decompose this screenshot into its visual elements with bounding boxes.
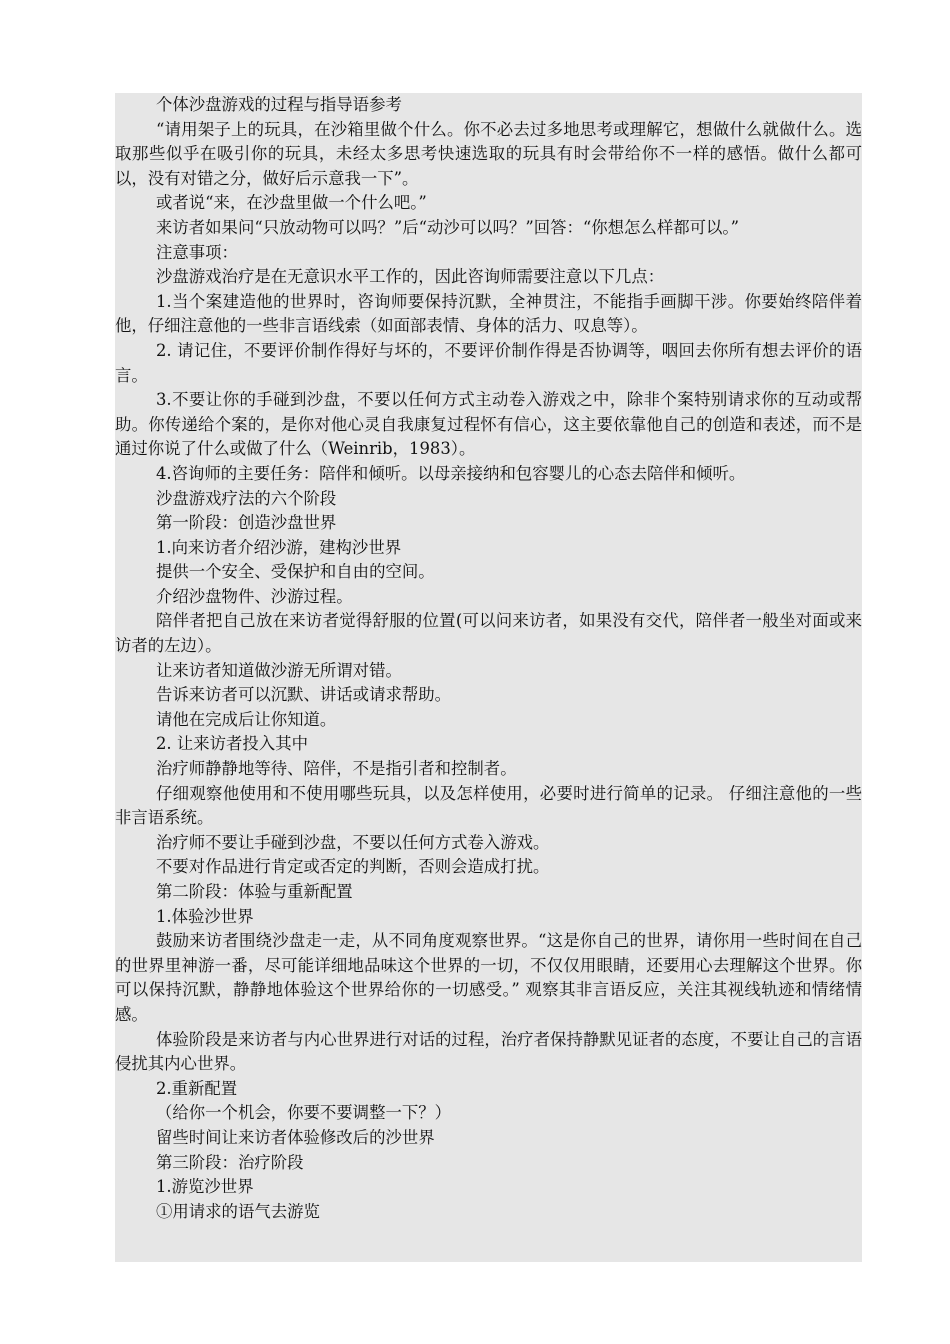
stage-heading: 第二阶段：体验与重新配置 — [156, 882, 353, 901]
stage-heading: 第一阶段：创造沙盘世界 — [156, 513, 337, 533]
subheading: 1.游览沙世界 — [156, 1177, 254, 1197]
paragraph: 仔细观察他使用和不使用哪些玩具，以及怎样使用，必要时进行简单的记录。 仔细注意他的一些非言语系统。 — [115, 783, 862, 828]
paragraph: 治疗师不要让手碰到沙盘，不要以任何方式卷入游戏。 — [156, 832, 550, 852]
stage-heading: 第三阶段：治疗阶段 — [156, 1152, 304, 1172]
paragraph: 提供一个安全、受保护和自由的空间。 — [156, 562, 435, 582]
paragraph: ①用请求的语气去游览 — [156, 1201, 320, 1221]
section-heading: 注意事项： — [156, 242, 238, 262]
paragraph: 沙盘游戏治疗是在无意识水平工作的，因此咨询师需要注意以下几点： — [156, 267, 665, 287]
paragraph: 不要对作品进行肯定或否定的判断，否则会造成打扰。 — [156, 857, 550, 877]
document-title: 个体沙盘游戏的过程与指导语参考 — [156, 95, 402, 114]
subheading: 2. 让来访者投入其中 — [156, 734, 308, 754]
paragraph: 鼓励来访者围绕沙盘走一走，从不同角度观察世界。“这是你自己的世界，请你用一些时间在自己的世界里神游一番，尽可能详细地品味这个世界的一切，不仅仅用眼睛，还要用心去理解这个世界。你可以保持沉默，静静地体验这个世界给你的一切感受。” 观察其非言语反应，关注其视线轨迹和情绪情感。 — [115, 931, 862, 1024]
paragraph: 体验阶段是来访者与内心世界进行对话的过程，治疗者保持静默见证者的态度，不要让自己的言语侵扰其内心世界。 — [115, 1029, 862, 1074]
section-heading: 沙盘游戏疗法的六个阶段 — [156, 488, 337, 508]
subheading: 1.向来访者介绍沙游，建构沙世界 — [156, 537, 402, 557]
paragraph: （给你一个机会，你要不要调整一下？） — [156, 1103, 452, 1123]
paragraph: 来访者如果问“只放动物可以吗？”后“动沙可以吗？”回答：“你想怎么样都可以。” — [156, 217, 739, 237]
paragraph: 告诉来访者可以沉默、讲话或请求帮助。 — [156, 685, 452, 705]
paragraph: “请用架子上的玩具，在沙箱里做个什么。你不必去过多地思考或理解它，想做什么就做什么。选取那些似乎在吸引你的玩具，未经太多思考快速选取的玩具有时会带给你不一样的感悟。做什么都可以，没有对错之分，做好后示意我一下”。 — [115, 119, 862, 188]
subheading: 2.重新配置 — [156, 1078, 238, 1098]
paragraph: 介绍沙盘物件、沙游过程。 — [156, 586, 353, 606]
list-item: 1.当个案建造他的世界时，咨询师要保持沉默，全神贯注，不能指手画脚干涉。你要始终陪伴着他，仔细注意他的一些非言语线索（如面部表情、身体的活力、叹息等）。 — [115, 291, 862, 336]
paragraph: 陪伴者把自己放在来访者觉得舒服的位置(可以问来访者，如果没有交代，陪伴者一般坐对面或来访者的左边）。 — [115, 611, 862, 656]
paragraph: 留些时间让来访者体验修改后的沙世界 — [156, 1127, 435, 1147]
list-item: 4.咨询师的主要任务：陪伴和倾听。以母亲接纳和包容婴儿的心态去陪伴和倾听。 — [156, 463, 746, 483]
paragraph: 或者说“来，在沙盘里做一个什么吧。” — [156, 193, 427, 213]
document-page — [115, 93, 862, 1262]
paragraph: 让来访者知道做沙游无所谓对错。 — [156, 660, 402, 680]
list-item: 2. 请记住，不要评价制作得好与坏的，不要评价制作得是否协调等，咽回去你所有想去评价的语言。 — [115, 340, 862, 385]
paragraph: 请他在完成后让你知道。 — [156, 709, 337, 729]
subheading: 1.体验沙世界 — [156, 906, 254, 926]
list-item: 3.不要让你的手碰到沙盘，不要以任何方式主动卷入游戏之中，除非个案特别请求你的互动或帮助。你传递给个案的，是你对他心灵自我康复过程怀有信心，这主要依靠他自己的创造和表述，而不是通过你说了什么或做了什么（Weinrib，1983）。 — [115, 390, 862, 459]
paragraph: 治疗师静静地等待、陪伴，不是指引者和控制者。 — [156, 759, 517, 779]
